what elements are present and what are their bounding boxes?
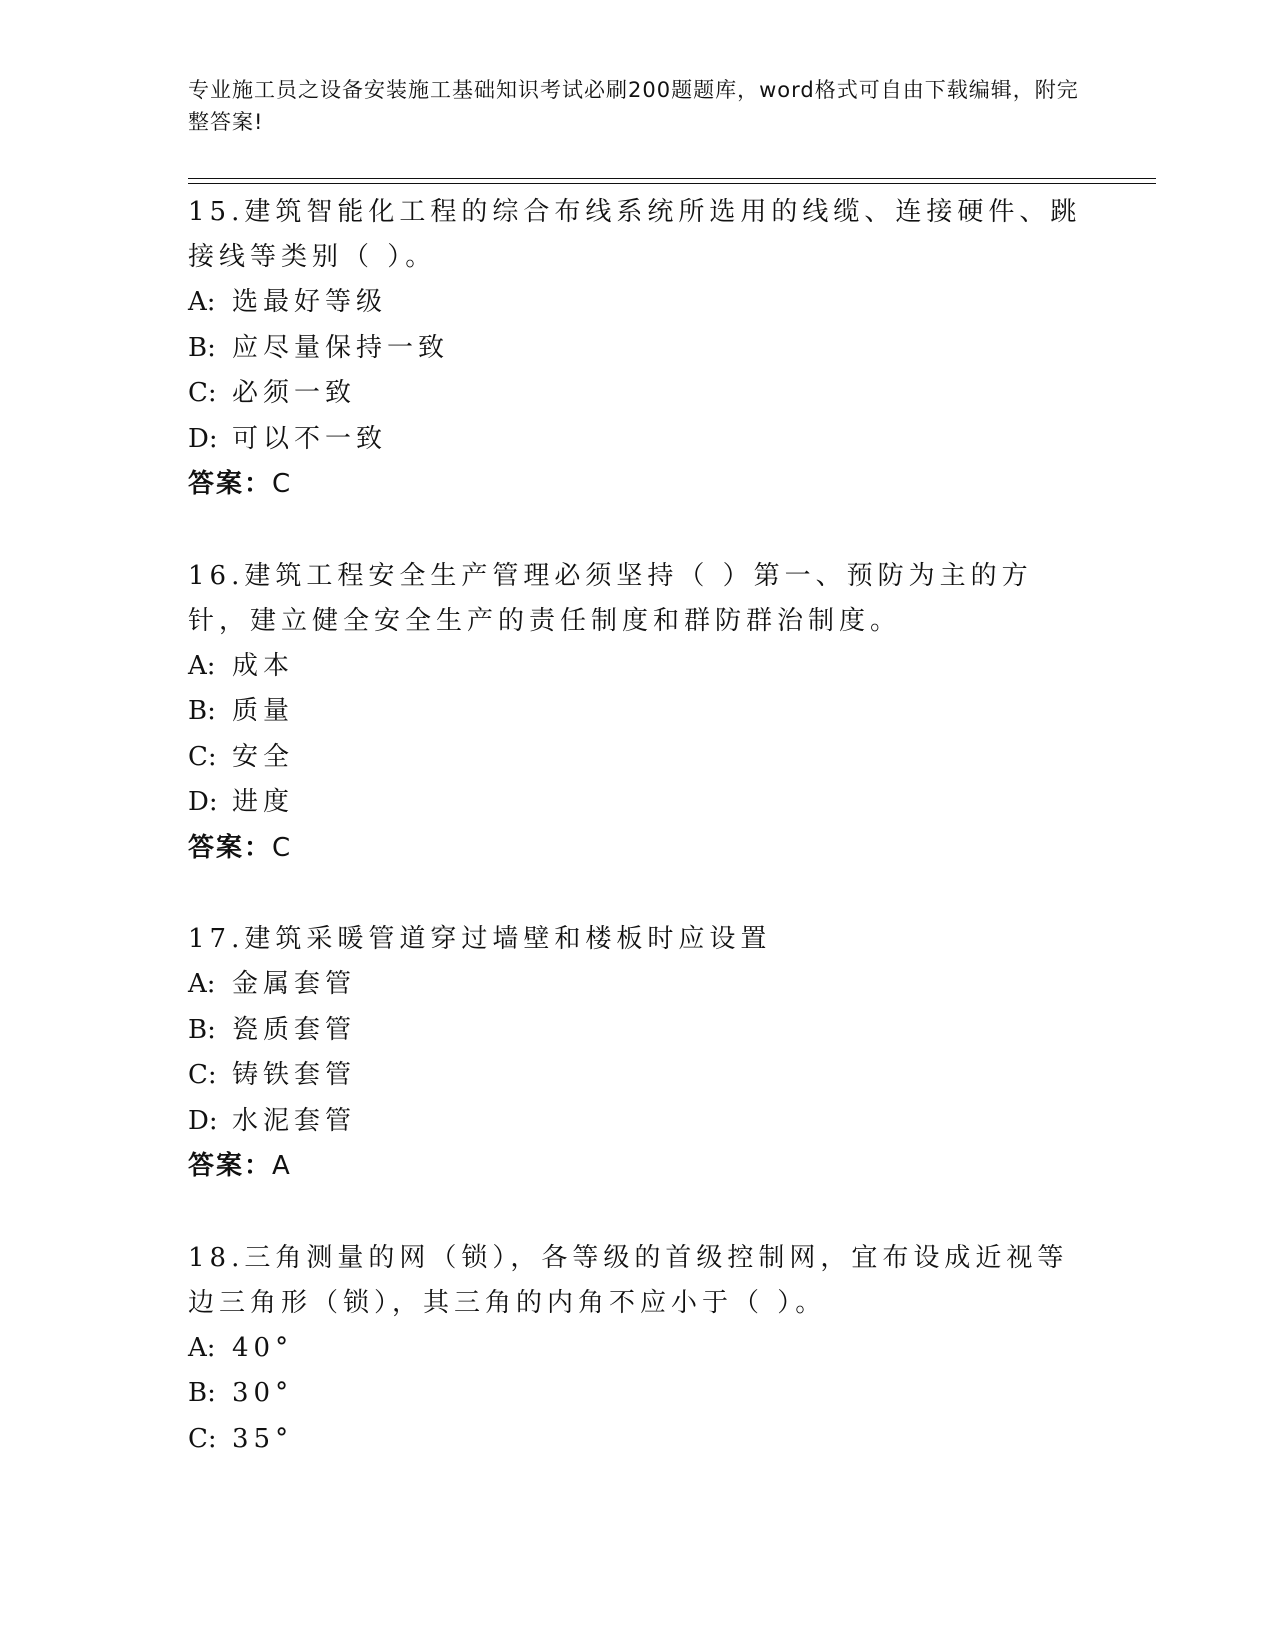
option-key: C:: [188, 1060, 217, 1090]
option-text: 进度: [232, 787, 295, 817]
option-text: 应尽量保持一致: [232, 332, 450, 363]
answer-value: C: [272, 832, 293, 863]
option-text: 30°: [232, 1378, 294, 1408]
option-b: [188, 1371, 1088, 1417]
option-d: [188, 1099, 1088, 1145]
question-16: [188, 554, 1088, 872]
option-text: 安全: [232, 741, 295, 772]
option-key: A:: [188, 650, 216, 681]
option-key: B:: [188, 1378, 216, 1408]
question-18: [188, 1236, 1088, 1463]
option-c: [188, 1053, 1088, 1099]
header-divider-bottom: [188, 183, 1156, 184]
option-key: A:: [188, 1332, 216, 1363]
option-a: [188, 962, 1088, 1008]
answer-line: [188, 826, 1088, 872]
option-d: [188, 417, 1088, 463]
option-d: [188, 780, 1088, 826]
option-a: [188, 644, 1088, 690]
answer-label: 答案：: [188, 1151, 273, 1181]
option-c: [188, 1417, 1088, 1463]
option-key: C:: [188, 378, 217, 408]
question-stem: 17.建筑采暖管道穿过墙壁和楼板时应设置: [188, 924, 772, 954]
option-text: 必须一致: [232, 378, 357, 408]
question-list: [188, 190, 1088, 1508]
answer-value: C: [272, 469, 293, 499]
option-text: 选最好等级: [232, 287, 388, 317]
option-a: [188, 1326, 1088, 1372]
question-17: [188, 917, 1088, 1190]
option-text: 铸铁套管: [232, 1060, 357, 1090]
option-text: 金属套管: [232, 969, 357, 999]
option-text: 质量: [232, 696, 295, 726]
header-divider-top: [188, 178, 1156, 179]
answer-label: 答案：: [188, 469, 273, 499]
option-key: A:: [188, 969, 216, 999]
question-stem: 15.建筑智能化工程的综合布线系统所选用的线缆、连接硬件、跳接线等类别（ ）。: [188, 197, 1082, 272]
answer-value: A: [272, 1151, 292, 1181]
answer-line: [188, 462, 1088, 508]
option-text: 瓷质套管: [232, 1014, 357, 1045]
question-stem: 16.建筑工程安全生产管理必须坚持（ ）第一、预防为主的方针，建立健全安全生产的责任制度和群防群治制度。: [188, 560, 1033, 636]
option-a: [188, 280, 1088, 326]
option-key: B:: [188, 1014, 216, 1045]
document-header: 专业施工员之设备安装施工基础知识考试必刷200题题库，word格式可自由下载编辑，附完整答案!: [188, 78, 1079, 134]
option-key: C:: [188, 1423, 217, 1454]
answer-label: 答案：: [188, 832, 273, 863]
option-text: 35°: [232, 1423, 294, 1454]
option-c: [188, 371, 1088, 417]
option-key: D:: [188, 423, 218, 454]
question-stem: 18.三角测量的网（锁），各等级的首级控制网，宜布设成近视等边三角形（锁），其三角的内角不应小于（ ）。: [188, 1242, 1069, 1318]
option-key: B:: [188, 696, 216, 726]
option-text: 成本: [232, 650, 295, 681]
option-b: [188, 326, 1088, 372]
option-key: B:: [188, 332, 216, 363]
option-b: [188, 689, 1088, 735]
option-text: 40°: [232, 1332, 294, 1363]
option-b: [188, 1008, 1088, 1054]
option-key: C:: [188, 741, 217, 772]
option-key: D:: [188, 787, 218, 817]
option-text: 可以不一致: [232, 423, 388, 454]
answer-line: [188, 1144, 1088, 1190]
question-15: [188, 190, 1088, 508]
option-c: [188, 735, 1088, 781]
option-key: D:: [188, 1105, 218, 1136]
option-text: 水泥套管: [232, 1105, 357, 1136]
option-key: A:: [188, 287, 216, 317]
